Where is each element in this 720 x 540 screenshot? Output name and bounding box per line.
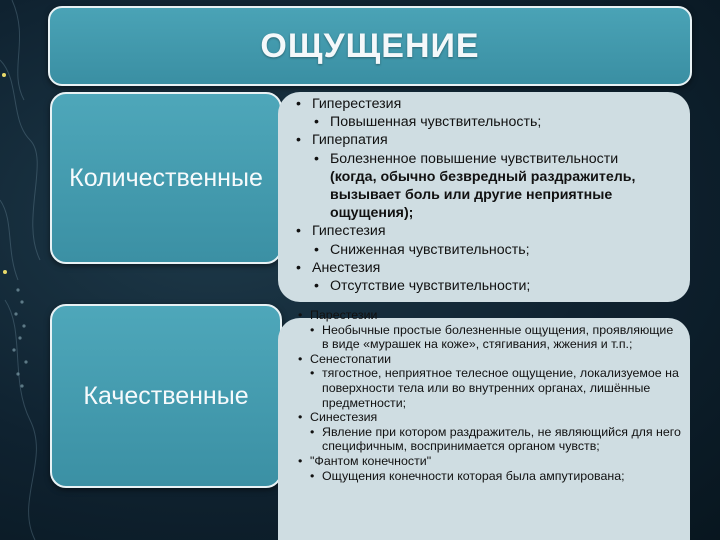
category-qualitative-label: Качественные [83, 382, 249, 410]
list-item: • Гипестезия [296, 223, 386, 240]
list-item: • Явление при котором раздражитель, не являющийся для него специфичным, воспринимается органом чувств; [310, 424, 681, 454]
category-qualitative [50, 304, 282, 488]
qualitative-panel [278, 308, 690, 540]
list-item: • тягостное, неприятное телесное ощущение, локализуемое на поверхности тела или во внутренних органах, лишённые предметности; [310, 366, 679, 410]
list-item: • Гиперестезия [296, 96, 402, 112]
list-item: • Парестезии [298, 308, 378, 322]
page-title: ОЩУЩЕНИЕ [260, 26, 480, 65]
list-item: • Сенестопатии [298, 351, 392, 366]
list-item: • Сниженная чувствительность; [314, 241, 530, 258]
list-item: • Ощущения конечности которая была ампутирована; [310, 468, 625, 483]
list-item: • Гиперпатия [296, 132, 388, 149]
list-item: • Болезненное повышение чувствительности (когда, обычно безвредный раздражитель, вызывает боль или другие неприятные ощущения); [314, 150, 636, 222]
qualitative-list [298, 308, 682, 483]
quantitative-list [294, 95, 678, 295]
list-item: • Анестезия [296, 259, 381, 276]
category-quantitative [50, 92, 282, 264]
list-item: • Повышенная чувствительность; [314, 114, 542, 131]
list-item: • Отсутствие чувствительности; [314, 278, 531, 295]
list-item: • "Фантом конечности" [298, 453, 432, 468]
category-quantitative-label: Количественные [69, 164, 263, 192]
list-item: • Необычные простые болезненные ощущения, проявляющие в виде «мурашек на коже», стягивания, жжения и т.п.; [310, 322, 674, 352]
list-item: • Синестезия [298, 410, 378, 425]
quantitative-panel [278, 92, 690, 302]
title-banner [48, 6, 692, 86]
